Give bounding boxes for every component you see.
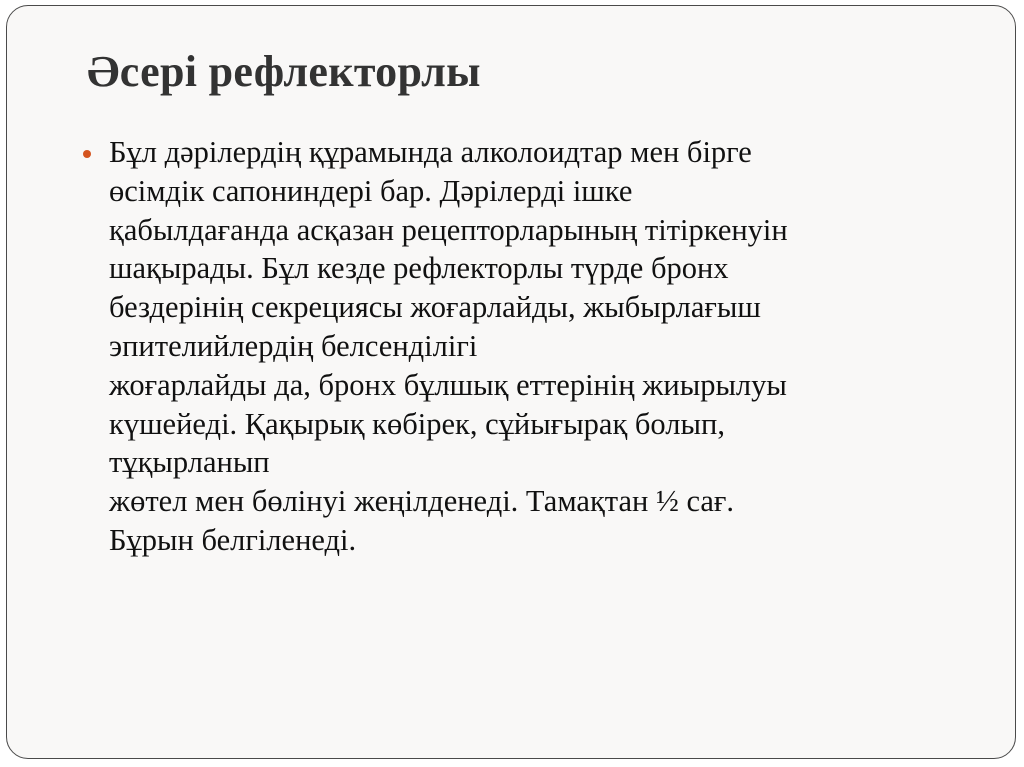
slide-body: [83, 133, 963, 560]
bullet-item: [83, 133, 963, 560]
body-line: қабылдағанда асқазан рецепторларының тітіркенуін: [109, 212, 788, 247]
body-line: күшейеді. Қақырық көбірек, сұйығырақ болып,: [109, 406, 725, 441]
body-line: жөтел мен бөлінуі жеңілденеді. Тамақтан ½ сағ.: [109, 484, 735, 519]
body-line: Бұл дәрілердің құрамында алколоидтар мен бірге: [109, 135, 752, 169]
body-line: эпителийлердің белсенділігі: [109, 328, 478, 363]
body-line: Бұрын белгіленеді.: [109, 522, 357, 557]
slide: [6, 5, 1016, 759]
slide-title: Әсері рефлекторлы: [87, 47, 481, 96]
bullet-icon: [83, 150, 91, 158]
body-line: өсімдік сапониндері бар. Дәрілерді ішке: [109, 173, 633, 208]
body-line: бездерінің секрециясы жоғарлайды, жыбырлағыш: [109, 290, 761, 325]
body-line: шақырады. Бұл кезде рефлекторлы түрде бронх: [109, 251, 729, 286]
body-line: жоғарлайды да, бронх бұлшық еттерінің жиырылуы: [109, 367, 787, 402]
body-line: тұқырланып: [109, 445, 270, 480]
